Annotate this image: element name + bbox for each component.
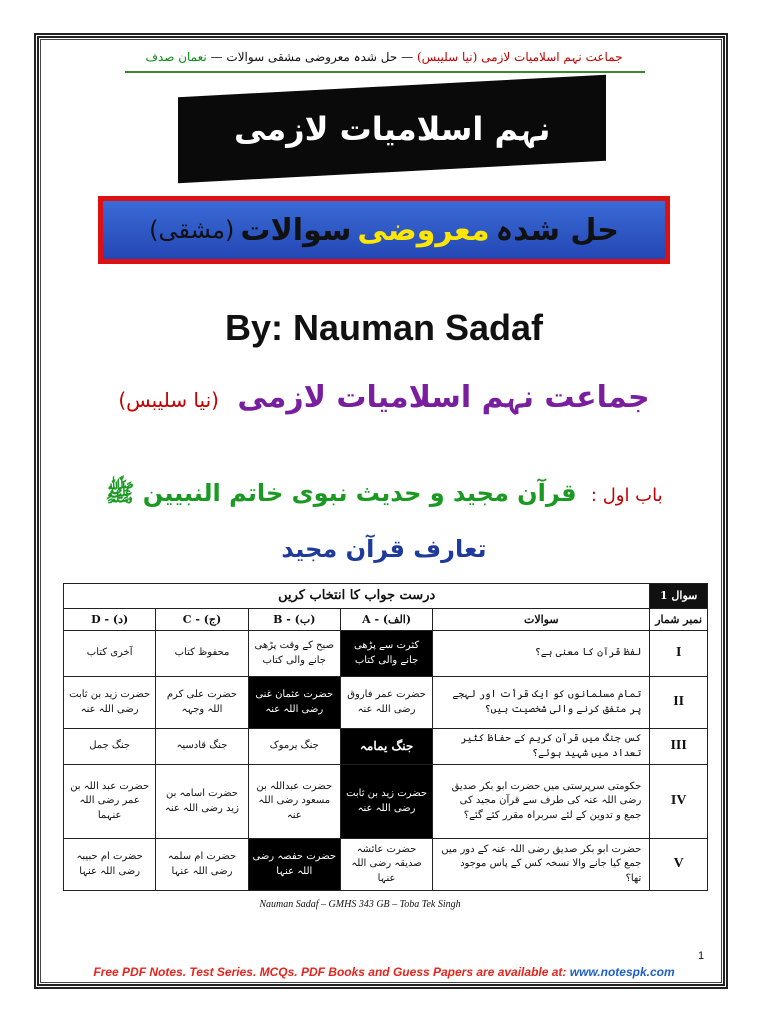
class-title-main: جماعت نہم اسلامیات لازمی bbox=[237, 380, 650, 415]
option-c: محفوظ کتاب bbox=[156, 631, 248, 677]
table-row bbox=[64, 839, 708, 891]
option-b: صبح کے وقت پڑھی جانے والی کتاب bbox=[248, 631, 340, 677]
option-a: حضرت عائشہ صدیقہ رضی اللہ عنہا bbox=[340, 839, 432, 891]
subtitle-box bbox=[103, 201, 665, 259]
header-author: نعمان صدف bbox=[145, 50, 207, 64]
question-text: تمام مسلمانوں کو ایک قرأت اور لہجے پر متفق کرنے والی شخصیت ہیں؟ bbox=[433, 677, 650, 729]
table-footnote: Nauman Sadaf – GMHS 343 GB – Toba Tek Singh bbox=[259, 899, 461, 910]
option-a: کثرت سے پڑھی جانے والی کتاب bbox=[340, 631, 432, 677]
banner-title: نہم اسلامیات لازمی bbox=[233, 110, 551, 149]
question-label: سوال 1 bbox=[650, 584, 708, 609]
question-text: حکومتی سرپرستی میں حضرت ابو بکر صدیق رضی اللہ عنہ کی طرف سے قرآن مجید کی جمع و تدوین کے لئے سربراہ مقرر کئے گئے؟ bbox=[433, 765, 650, 839]
option-c: حضرت ام سلمہ رضی اللہ عنہا bbox=[156, 839, 248, 891]
option-b: حضرت حفصہ رضی اللہ عنہا bbox=[248, 839, 340, 891]
option-d: جنگ جمل bbox=[64, 729, 156, 765]
header-question: سوالات bbox=[433, 609, 650, 631]
page-footer bbox=[0, 965, 768, 979]
option-d: حضرت ام حبیبہ رضی اللہ عنہا bbox=[64, 839, 156, 891]
chapter-label: باب اول : bbox=[590, 485, 663, 506]
header-class: جماعت نہم اسلامیات لازمی bbox=[481, 50, 623, 64]
row-number: IV bbox=[650, 765, 708, 839]
subtitle-highlight: معروضی bbox=[357, 212, 490, 248]
option-c: حضرت اسامہ بن زید رضی اللہ عنہ bbox=[156, 765, 248, 839]
option-d: آخری کتاب bbox=[64, 631, 156, 677]
header-rule bbox=[125, 71, 645, 73]
chapter-title: قرآن مجید و حدیث نبوی خاتم النبیین ﷺ bbox=[105, 479, 577, 507]
header-option-b: (ب) - B bbox=[248, 609, 340, 631]
running-header bbox=[120, 50, 648, 64]
option-b: جنگ یرموک bbox=[248, 729, 340, 765]
option-b: حضرت عبداللہ بن مسعود رضی اللہ عنہ bbox=[248, 765, 340, 839]
option-a: حضرت زید بن ثابت رضی اللہ عنہ bbox=[340, 765, 432, 839]
row-number: I bbox=[650, 631, 708, 677]
row-number: V bbox=[650, 839, 708, 891]
footer-text: Free PDF Notes. Test Series. MCQs. PDF Books and Guess Papers are available at: bbox=[93, 965, 567, 979]
mcq-table bbox=[63, 583, 708, 891]
question-text: کس جنگ میں قرآن کریم کے حفاظ کثیر تعداد میں شہید ہوئے؟ bbox=[433, 729, 650, 765]
table-row bbox=[64, 677, 708, 729]
table-row bbox=[64, 765, 708, 839]
header-num: نمبر شمار bbox=[650, 609, 708, 631]
row-number: II bbox=[650, 677, 708, 729]
subtitle-paren: (مشقی) bbox=[149, 216, 235, 244]
option-a: حضرت عمر فاروق رضی اللہ عنہ bbox=[340, 677, 432, 729]
footer-link[interactable]: www.notespk.com bbox=[569, 965, 675, 979]
table-row bbox=[64, 729, 708, 765]
table-row bbox=[64, 631, 708, 677]
option-d: حضرت زید بن ثابت رضی اللہ عنہ bbox=[64, 677, 156, 729]
class-title-note: (نیا سلیبس) bbox=[118, 388, 219, 412]
header-syllabus: (نیا سلیبس) bbox=[416, 50, 478, 64]
option-c: حضرت علی کرم اللہ وجہہ bbox=[156, 677, 248, 729]
lesson-title: تعارف قرآن مجید bbox=[281, 535, 487, 563]
header-topic: — حل شدہ معروضی مشقی سوالات — bbox=[210, 50, 414, 64]
option-a: جنگ یمامہ bbox=[340, 729, 432, 765]
chapter-heading bbox=[0, 478, 768, 513]
instruction: درست جواب کا انتخاب کریں bbox=[64, 584, 650, 609]
class-title bbox=[0, 380, 768, 415]
question-text: حضرت ابو بکر صدیق رضی اللہ عنہ کے دور میں جمع کیا جانے والا نسخہ کس کے پاس موجود تھا؟ bbox=[433, 839, 650, 891]
page-number: 1 bbox=[698, 950, 705, 962]
subtitle-part2: سوالات bbox=[240, 212, 352, 248]
author-byline: By: Nauman Sadaf bbox=[224, 307, 544, 348]
question-text: لفظ قرآن کا معنی ہے؟ bbox=[433, 631, 650, 677]
subtitle-banner bbox=[98, 196, 670, 264]
row-number: III bbox=[650, 729, 708, 765]
option-c: جنگ قادسیہ bbox=[156, 729, 248, 765]
header-option-a: (الف) - A bbox=[340, 609, 432, 631]
header-option-d: (د) - D bbox=[64, 609, 156, 631]
header-option-c: (ج) - C bbox=[156, 609, 248, 631]
subtitle-part1: حل شدہ bbox=[495, 212, 619, 248]
option-d: حضرت عبد اللہ بن عمر رضی اللہ عنہما bbox=[64, 765, 156, 839]
option-b: حضرت عثمان غنی رضی اللہ عنہ bbox=[248, 677, 340, 729]
